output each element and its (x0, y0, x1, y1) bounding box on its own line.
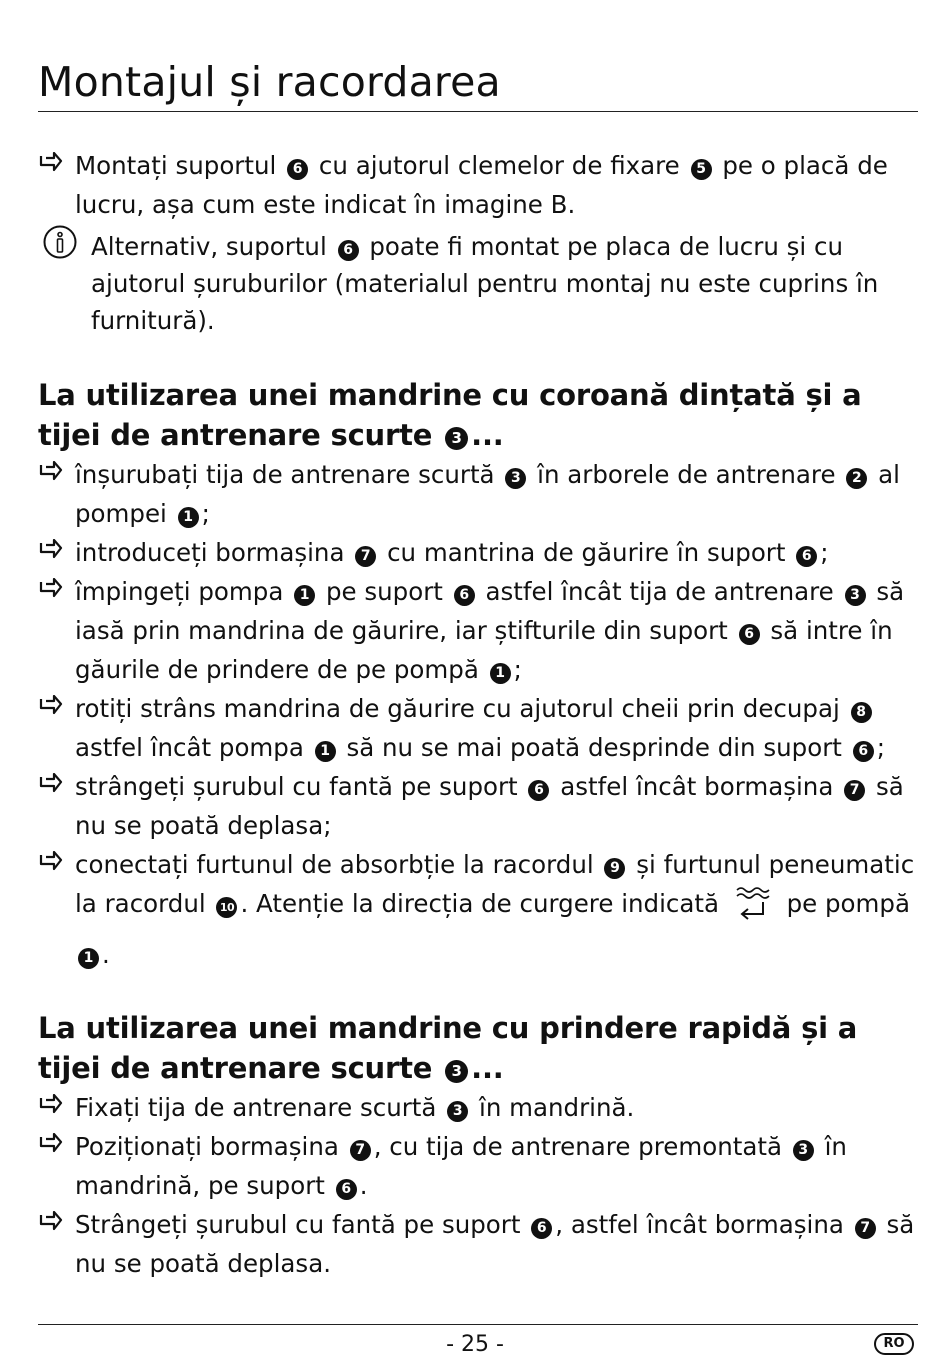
arrow-right-icon (38, 1088, 64, 1116)
text-fragment: Montați suportul (75, 151, 277, 180)
text-fragment: . (359, 1171, 368, 1200)
text-fragment: La utilizarea unei mandrine cu prindere rapidă și a tijei de antrenare scurte (38, 1011, 858, 1085)
text-fragment: să intre în găurile de prindere de pe pompă (75, 616, 893, 684)
part-number-badge: 7 (855, 1218, 876, 1239)
list-item (38, 1205, 918, 1283)
part-number-badge: 3 (445, 1060, 468, 1083)
arrow-right-icon (38, 767, 64, 795)
part-number-badge: 6 (338, 240, 359, 261)
part-number-badge: 7 (350, 1140, 371, 1161)
text-fragment: pe o placă de lucru, așa cum este indicat în imagine B. (75, 151, 888, 219)
part-number-badge: 3 (445, 427, 468, 450)
part-number-badge: 6 (853, 741, 874, 762)
text-fragment: să iasă prin mandrina de găurire, iar știfturile din suport (75, 577, 905, 645)
text-fragment: Alternativ, suportul (91, 232, 327, 261)
text-fragment: , cu tija de antrenare premontată (373, 1132, 782, 1161)
part-number-badge: 7 (844, 780, 865, 801)
text-fragment: ... (471, 418, 504, 452)
part-number-badge: 6 (528, 780, 549, 801)
list-item (38, 533, 918, 572)
text-fragment: Fixați tija de antrenare scurtă (75, 1093, 437, 1122)
text-fragment: în mandrină. (479, 1093, 635, 1122)
part-number-badge: 3 (447, 1101, 468, 1122)
text-fragment: al pompei (75, 460, 900, 528)
text-fragment: cu mantrina de găurire în suport (387, 538, 786, 567)
text-fragment: rotiți strâns mandrina de găurire cu ajutorul cheii prin decupaj (75, 694, 840, 723)
page-number: - 25 - (446, 1332, 504, 1357)
content (38, 146, 918, 1283)
arrow-right-icon (38, 146, 64, 174)
arrow-right-icon (38, 455, 64, 483)
text-fragment: în arborele de antrenare (537, 460, 836, 489)
text-fragment: astfel încât pompa (75, 733, 304, 762)
page-title: Montajul și racordarea (38, 58, 501, 106)
arrow-right-icon (38, 689, 64, 717)
text-fragment: introduceți bormașina (75, 538, 345, 567)
part-number-badge: 1 (490, 663, 511, 684)
text-fragment: cu ajutorul clemelor de fixare (318, 151, 680, 180)
text-fragment: La utilizarea unei mandrine cu coroană dințată și a tijei de antrenare scurte (38, 378, 862, 452)
footer-rule (38, 1324, 918, 1325)
part-number-badge: 1 (178, 507, 199, 528)
text-fragment: poate fi montat pe placa de lucru și cu ajutorul șuruburilor (materialul pentru montaj nu este cuprins în furnitură). (91, 232, 879, 335)
text-fragment: . (102, 940, 110, 969)
text-fragment: conectați furtunul de absorbție la racordul (75, 850, 594, 879)
text-fragment: , astfel încât bormașina (555, 1210, 844, 1239)
title-rule (38, 111, 918, 112)
text-fragment: în mandrină, pe suport (75, 1132, 847, 1200)
part-number-badge: 2 (846, 468, 867, 489)
part-number-badge: 6 (796, 546, 817, 567)
language-badge: RO (874, 1333, 914, 1355)
arrow-right-icon (38, 533, 64, 561)
part-number-badge: 1 (315, 741, 336, 762)
part-number-badge: 6 (336, 1179, 357, 1200)
text-fragment: . Atenție la direcția de curgere indicată (240, 889, 719, 918)
part-number-badge: 8 (851, 702, 872, 723)
text-fragment: să nu se poată deplasa; (75, 772, 904, 840)
arrow-right-icon (38, 1127, 64, 1155)
list-item (38, 572, 918, 689)
arrow-right-icon (38, 845, 64, 873)
part-number-badge: 3 (505, 468, 526, 489)
text-fragment: și furtunul peneumatic la racordul (75, 850, 915, 918)
text-fragment: ; (513, 655, 522, 684)
part-number-badge: 5 (691, 159, 712, 180)
part-number-badge: 9 (604, 858, 625, 879)
section-heading (38, 1008, 918, 1088)
arrow-right-icon (38, 572, 64, 600)
part-number-badge: 1 (294, 585, 315, 606)
list-item (38, 845, 918, 974)
text-fragment: pe suport (325, 577, 443, 606)
flow-direction-icon (733, 884, 773, 935)
part-number-badge: 3 (793, 1140, 814, 1161)
arrow-right-icon (38, 1205, 64, 1233)
text-fragment: astfel încât bormașina (560, 772, 834, 801)
text-fragment: ; (876, 733, 885, 762)
part-number-badge: 10 (216, 897, 237, 918)
text-fragment: înșurubați tija de antrenare scurtă (75, 460, 495, 489)
part-number-badge: 6 (531, 1218, 552, 1239)
list-item (38, 1088, 918, 1127)
part-number-badge: 3 (845, 585, 866, 606)
part-number-badge: 6 (454, 585, 475, 606)
text-fragment: Strângeți șurubul cu fantă pe suport (75, 1210, 521, 1239)
text-fragment: să nu se mai poată desprinde din suport (346, 733, 842, 762)
part-number-badge: 6 (739, 624, 760, 645)
text-fragment: Poziționați bormașina (75, 1132, 339, 1161)
list-item (38, 455, 918, 533)
part-number-badge: 1 (78, 948, 99, 969)
text-fragment: pe pompă (786, 889, 910, 918)
info-note (38, 228, 918, 339)
part-number-badge: 6 (287, 159, 308, 180)
text-fragment: strângeți șurubul cu fantă pe suport (75, 772, 518, 801)
list-item (38, 689, 918, 767)
text-fragment: ... (471, 1051, 504, 1085)
text-fragment: astfel încât tija de antrenare (485, 577, 834, 606)
part-number-badge: 7 (355, 546, 376, 567)
list-item (38, 767, 918, 845)
info-icon (42, 224, 78, 270)
text-fragment: ; (820, 538, 829, 567)
text-fragment: ; (201, 499, 210, 528)
section-heading (38, 375, 918, 455)
list-item (38, 1127, 918, 1205)
text-fragment: împingeți pompa (75, 577, 284, 606)
text-fragment: să nu se poată deplasa. (75, 1210, 915, 1278)
list-item (38, 146, 918, 224)
